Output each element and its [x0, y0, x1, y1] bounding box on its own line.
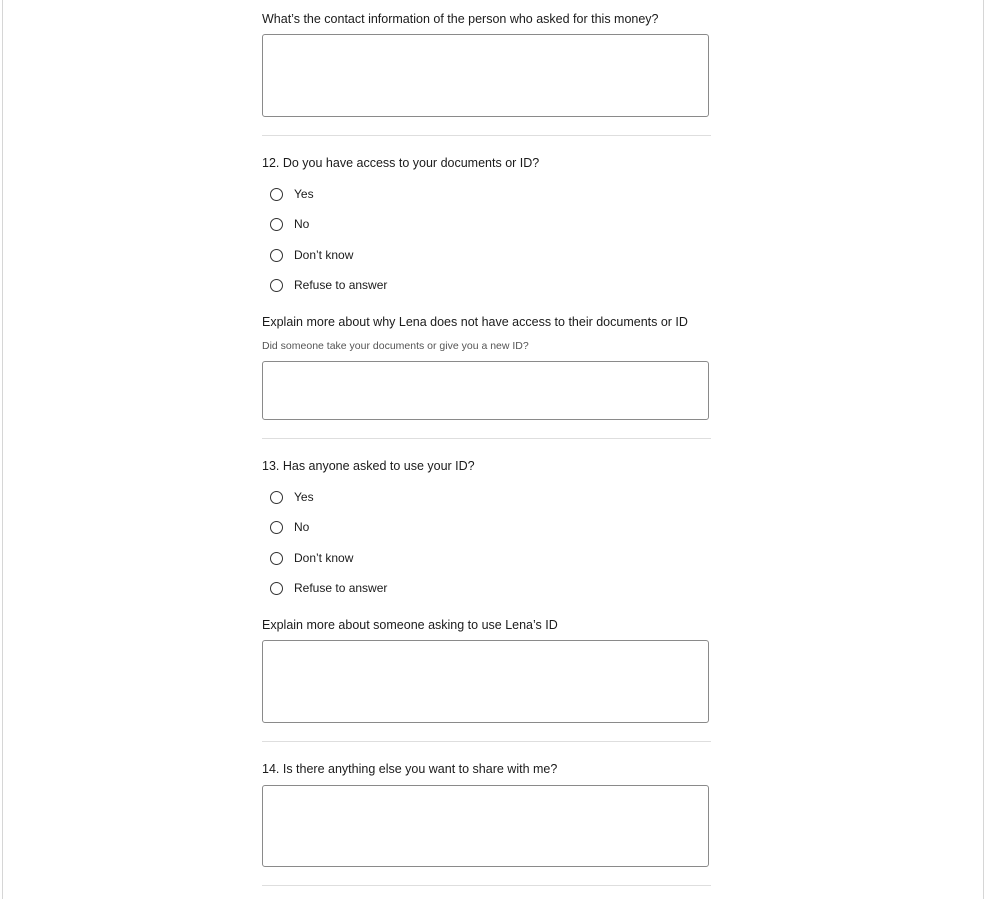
- q12-radio-no[interactable]: No: [270, 215, 309, 233]
- divider: [262, 741, 711, 742]
- q12-radio-refuse[interactable]: Refuse to answer: [270, 276, 387, 294]
- radio-circle-icon: [270, 491, 283, 504]
- divider: [262, 438, 711, 439]
- contact-info-question: What’s the contact information of the person who asked for this money?: [262, 12, 659, 26]
- q14-question: 14. Is there anything else you want to share with me?: [262, 762, 558, 776]
- radio-circle-icon: [270, 521, 283, 534]
- radio-circle-icon: [270, 188, 283, 201]
- contact-info-textarea[interactable]: [262, 34, 709, 117]
- q12-radio-yes[interactable]: Yes: [270, 185, 314, 203]
- q12-followup-label: Explain more about why Lena does not have access to their documents or ID: [262, 315, 688, 329]
- radio-circle-icon: [270, 249, 283, 262]
- q14-textarea[interactable]: [262, 785, 709, 867]
- q13-followup-label: Explain more about someone asking to use Lena’s ID: [262, 618, 558, 632]
- q12-followup-hint: Did someone take your documents or give you a new ID?: [262, 340, 529, 352]
- q12-followup-textarea[interactable]: [262, 361, 709, 420]
- radio-circle-icon: [270, 279, 283, 292]
- q13-question: 13. Has anyone asked to use your ID?: [262, 459, 475, 473]
- divider: [262, 885, 711, 886]
- radio-circle-icon: [270, 218, 283, 231]
- radio-circle-icon: [270, 582, 283, 595]
- q13-radio-refuse[interactable]: Refuse to answer: [270, 579, 387, 597]
- q12-radio-dont-know[interactable]: Don’t know: [270, 246, 353, 264]
- q13-radio-no[interactable]: No: [270, 518, 309, 536]
- radio-circle-icon: [270, 552, 283, 565]
- q13-radio-dont-know[interactable]: Don’t know: [270, 549, 353, 567]
- q12-question: 12. Do you have access to your documents or ID?: [262, 156, 540, 170]
- divider: [262, 135, 711, 136]
- q13-followup-textarea[interactable]: [262, 640, 709, 723]
- q13-radio-yes[interactable]: Yes: [270, 488, 314, 506]
